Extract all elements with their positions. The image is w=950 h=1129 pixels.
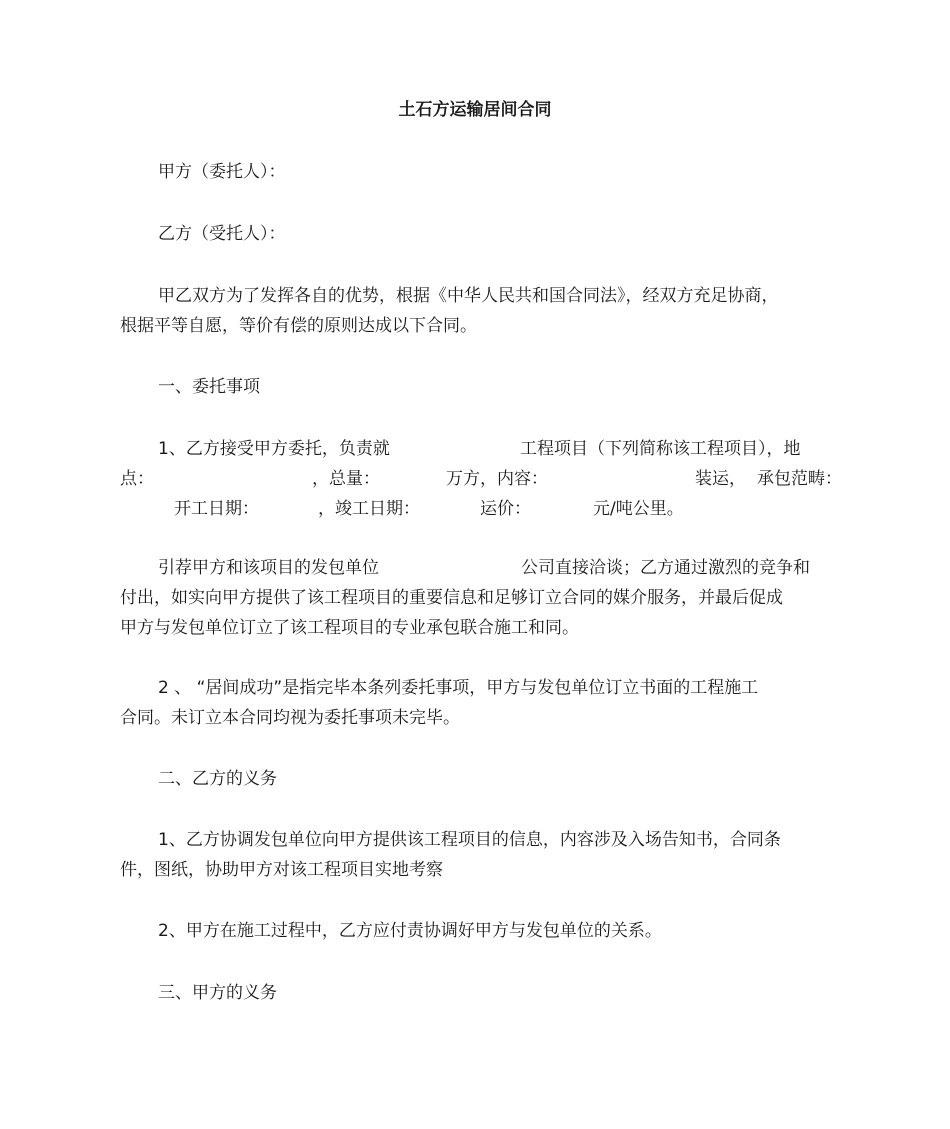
item-1-text-a: 1、乙方接受甲方委托，负责就 xyxy=(158,439,390,459)
location-label: 点： xyxy=(120,469,154,489)
section-2-heading-text: 二、乙方的义务 xyxy=(158,769,277,789)
party-b-line xyxy=(120,219,840,249)
document-title: 土石方运输居间合同 xyxy=(398,100,552,120)
recommend-paragraph xyxy=(120,553,840,643)
loading-label: 装运， xyxy=(695,469,746,489)
duty-2-text: 2、甲方在施工过程中，乙方应付责协调好甲方与发包单位的关系。 xyxy=(158,921,662,941)
recommend-line-1 xyxy=(120,553,840,583)
item-2-paragraph xyxy=(120,673,840,733)
section-2-heading xyxy=(120,764,840,794)
party-a-text: 甲方（委托人）： xyxy=(158,162,286,182)
scope-label: 承包范畴： xyxy=(757,469,842,489)
recommend-line-2: 付出，如实向甲方提供了该工程项目的重要信息和足够订立合同的媒介服务，并最后促成 xyxy=(120,588,783,608)
duty-2-paragraph xyxy=(120,916,840,946)
duty-1-line-2: 件，图纸，协助甲方对该工程项目实地考察 xyxy=(120,860,443,880)
party-b-text: 乙方（受托人）： xyxy=(158,224,286,244)
item-1-text-b: 工程项目（下列简称该工程项目），地 xyxy=(520,439,801,459)
recommend-text-b: 公司直接洽谈；乙方通过激烈的竞争和 xyxy=(521,558,810,578)
duty-1-paragraph xyxy=(120,825,840,885)
item-2-line-2: 合同。未订立本合同均视为委托事项未完毕。 xyxy=(120,708,460,728)
content-label: 万方，内容： xyxy=(446,469,548,489)
intro-line-1: 甲乙双方为了发挥各自的优势，根据《中华人民共和国合同法》，经双方充足协商， xyxy=(158,286,779,306)
intro-paragraph xyxy=(120,281,840,341)
section-3-heading-text: 三、甲方的义务 xyxy=(158,983,277,1003)
recommend-text-a: 引荐甲方和该项目的发包单位 xyxy=(158,558,379,578)
recommend-line-3: 甲方与发包单位订立了该工程项目的专业承包联合施工和同。 xyxy=(120,618,579,638)
total-label: ，总量： xyxy=(312,469,380,489)
end-date-label: ，竣工日期： xyxy=(318,499,420,519)
party-a-line xyxy=(120,157,840,187)
intro-line-2: 根据平等自愿，等价有偿的原则达成以下合同。 xyxy=(120,316,477,336)
item-1-line-1 xyxy=(120,434,840,464)
item-2-line-1: 2 、 “居间成功”是指完毕本条列委托事项，甲方与发包单位订立书面的工程施工 xyxy=(158,678,759,698)
section-1-heading-text: 一、委托事项 xyxy=(158,377,260,397)
item-1-line-3 xyxy=(120,494,840,524)
duty-1-line-1: 1、乙方协调发包单位向甲方提供该工程项目的信息，内容涉及入场告知书，合同条 xyxy=(158,830,781,850)
item-1-line-2 xyxy=(120,464,840,494)
section-3-heading xyxy=(120,978,840,1008)
freight-label: 运价： xyxy=(480,499,531,519)
section-1-heading xyxy=(120,372,840,402)
start-date-label: 开工日期： xyxy=(174,499,259,519)
item-1-paragraph xyxy=(120,434,840,524)
rate-unit-label: 元/吨公里。 xyxy=(593,499,684,519)
